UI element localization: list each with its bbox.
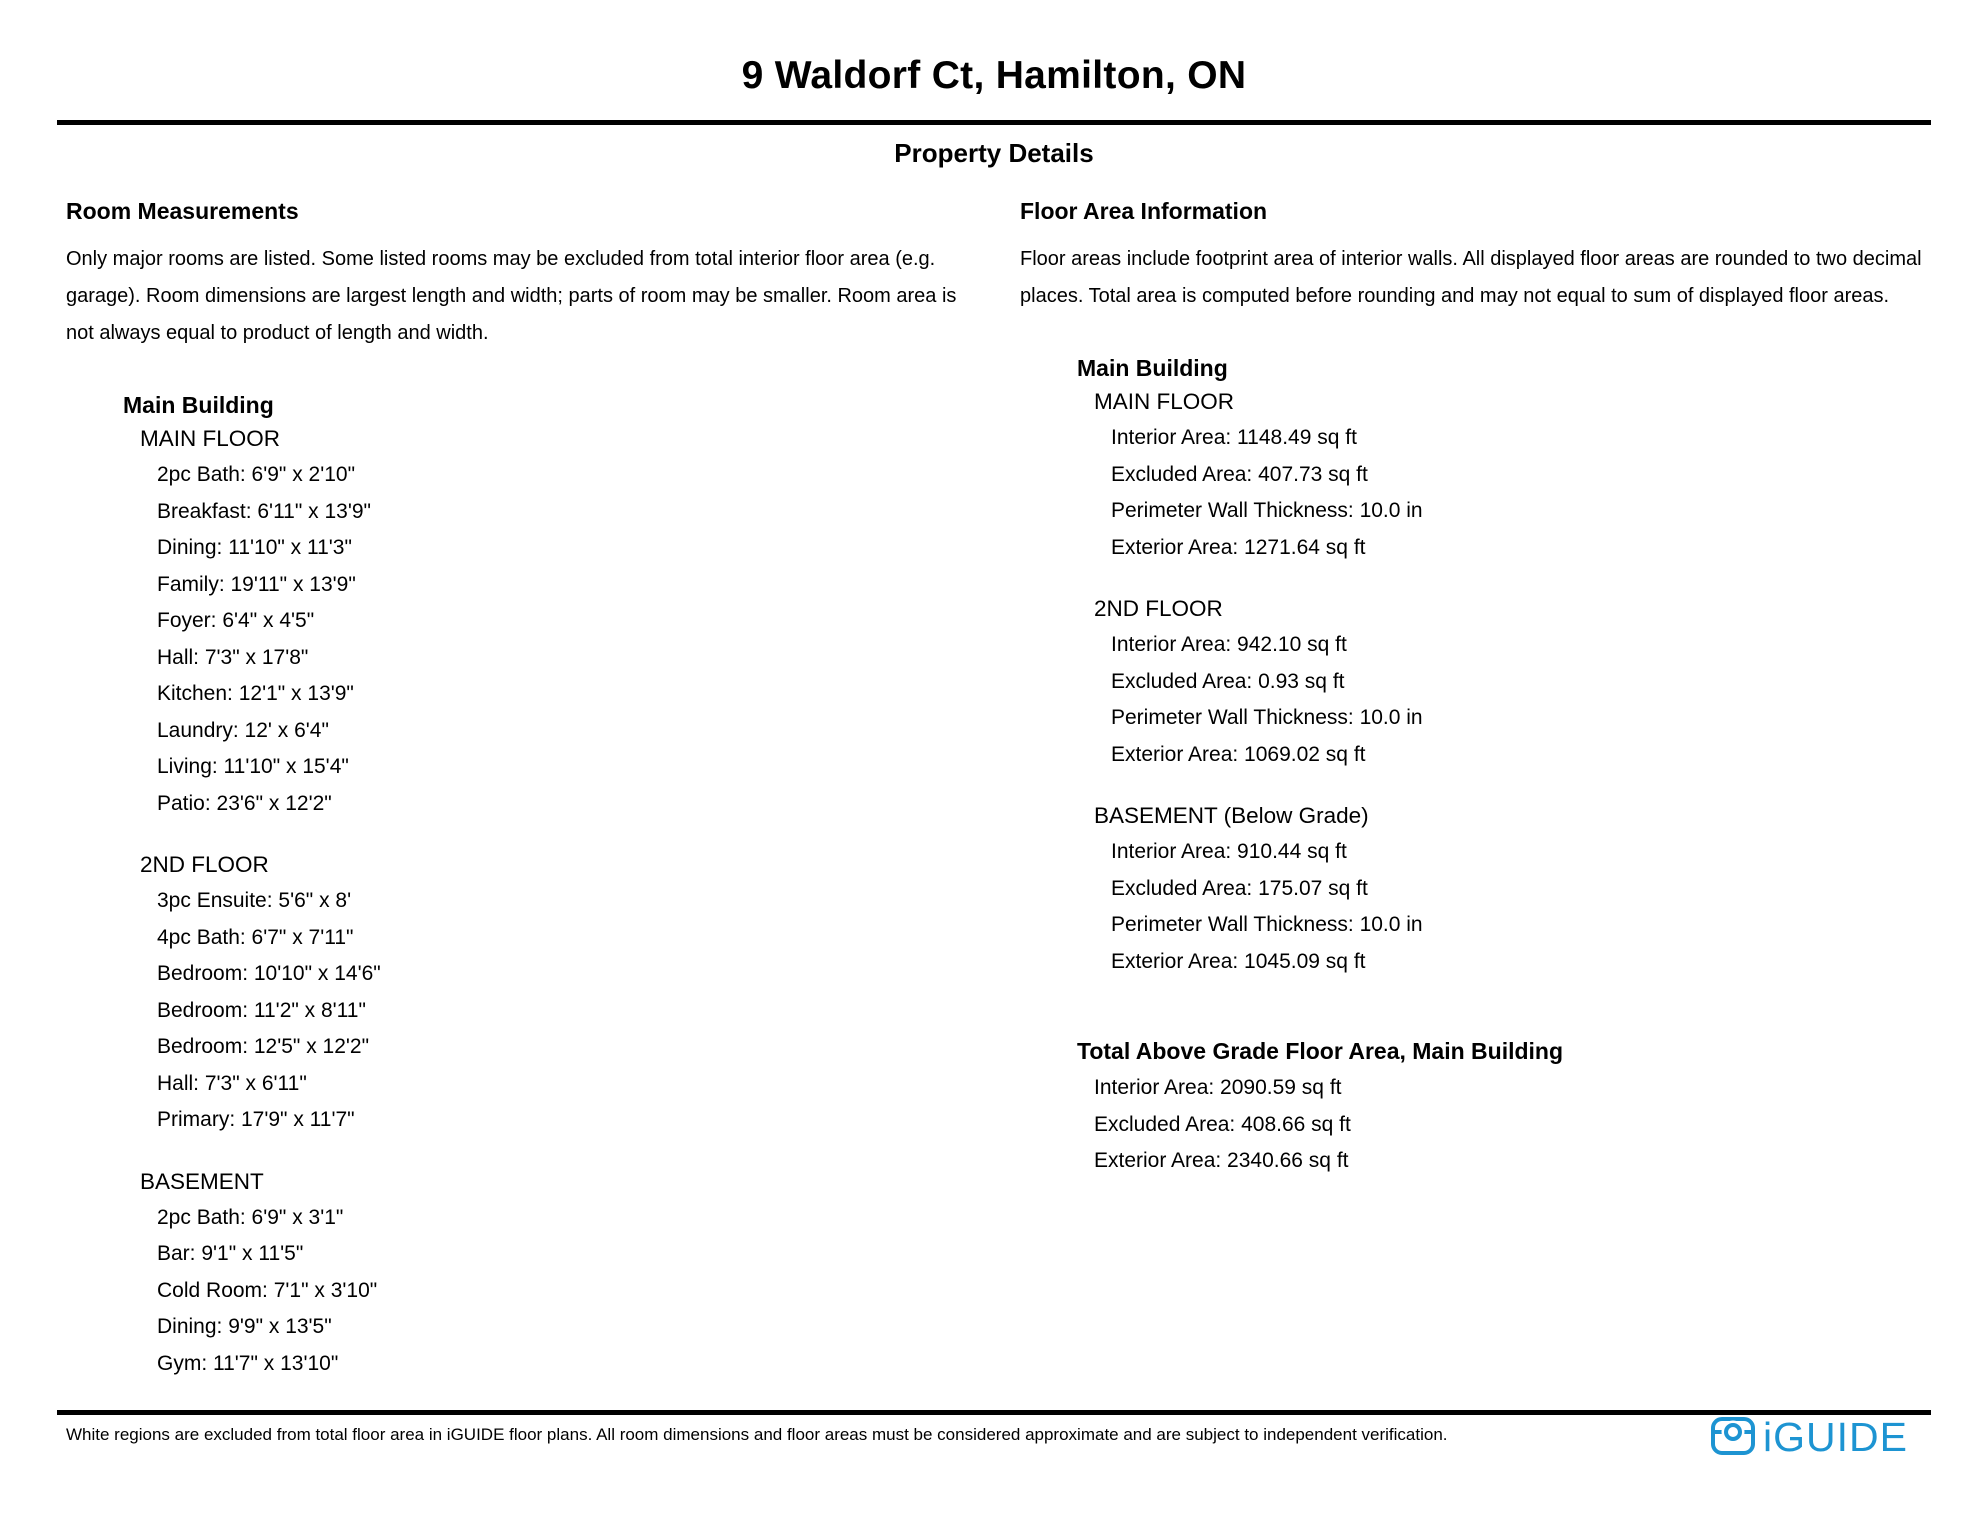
room-dimension: Kitchen: 12'1" x 13'9" [157,682,354,705]
floor-area-description: Floor areas include footprint area of interior walls. All displayed floor areas are rounded to two decimal places. Total area is computed before rounding and may not equal to sum of displayed floor areas. [1020,248,1922,307]
floor-area-stat: Excluded Area: 175.07 sq ft [1111,876,1368,900]
floor-2nd-floor-areas [1094,596,1930,773]
basement-room-list [157,1200,1020,1383]
floor-area-stat: Exterior Area: 1045.09 sq ft [1111,949,1366,973]
room-measurements-building [123,392,1020,1382]
content-area [66,198,1930,1382]
floor-area-stat: Excluded Area: 407.73 sq ft [1111,462,1368,486]
room-dimension: Dining: 11'10" x 11'3" [157,536,352,559]
floor-area-stat: Interior Area: 910.44 sq ft [1111,840,1347,863]
total-above-grade-block [1077,1038,1930,1180]
floor-main-floor-rooms [140,426,1020,822]
room-dimension: Primary: 17'9" x 11'7" [157,1108,355,1131]
floor-name: BASEMENT [140,1168,264,1194]
second-floor-area-list [1111,627,1930,773]
room-dimension: 4pc Bath: 6'7" x 7'11" [157,925,354,949]
floor-area-stat: Excluded Area: 0.93 sq ft [1111,669,1345,693]
floor-name: BASEMENT (Below Grade) [1094,803,1369,828]
building-name: Main Building [123,392,274,418]
iguide-logo-text: iGUIDE [1763,1414,1908,1460]
floor-area-stat: Perimeter Wall Thickness: 10.0 in [1111,913,1423,936]
footer-disclaimer: White regions are excluded from total floor area in iGUIDE floor plans. All room dimensions and floor areas must be considered approximate and are subject to independent verification. [66,1425,1448,1444]
room-measurements-heading: Room Measurements [66,198,299,224]
floor-name: 2ND FLOOR [1094,596,1223,621]
floor-area-building [1077,355,1930,980]
room-dimension: Dining: 9'9" x 13'5" [157,1315,332,1338]
floor-area-stat: Interior Area: 1148.49 sq ft [1111,426,1357,449]
room-dimension: Foyer: 6'4" x 4'5" [157,609,315,632]
floor-basement-rooms [140,1169,1020,1383]
floor-area-stat: Perimeter Wall Thickness: 10.0 in [1111,706,1423,729]
room-dimension: Laundry: 12' x 6'4" [157,718,329,742]
floor-basement-areas [1094,803,1930,980]
room-dimension: Family: 19'11" x 13'9" [157,572,356,596]
total-area-stat: Excluded Area: 408.66 sq ft [1094,1112,1351,1136]
room-dimension: 3pc Ensuite: 5'6" x 8' [157,889,352,912]
room-dimension: Bedroom: 10'10" x 14'6" [157,962,381,985]
room-dimension: Cold Room: 7'1" x 3'10" [157,1278,378,1302]
room-dimension: Hall: 7'3" x 6'11" [157,1071,307,1095]
room-dimension: Gym: 11'7" x 13'10" [157,1351,339,1375]
floor-area-section [1020,198,1930,1180]
footer-divider [57,1410,1931,1415]
room-dimension: Hall: 7'3" x 17'8" [157,645,309,669]
room-dimension: Bedroom: 12'5" x 12'2" [157,1035,370,1058]
floor-main-floor-areas [1094,389,1930,566]
total-area-stat: Exterior Area: 2340.66 sq ft [1094,1149,1349,1172]
total-area-stat: Interior Area: 2090.59 sq ft [1094,1076,1342,1099]
room-dimension: Living: 11'10" x 15'4" [157,755,349,778]
floor-area-stat: Exterior Area: 1069.02 sq ft [1111,742,1366,766]
room-dimension: 2pc Bath: 6'9" x 2'10" [157,463,356,486]
floor-2nd-floor-rooms [140,852,1020,1139]
iguide-logo [1710,1414,1908,1461]
page-subtitle: Property Details [894,138,1094,168]
room-measurements-section [66,198,1020,1382]
second-floor-room-list [157,883,1020,1139]
page-header [0,0,1988,169]
main-floor-room-list [157,457,1020,822]
floor-area-stat: Interior Area: 942.10 sq ft [1111,633,1347,656]
floor-name: 2ND FLOOR [140,852,269,877]
basement-area-list [1111,834,1930,980]
floor-area-heading: Floor Area Information [1020,198,1268,224]
floor-area-stat: Perimeter Wall Thickness: 10.0 in [1111,499,1423,522]
total-above-grade-heading: Total Above Grade Floor Area, Main Building [1077,1038,1564,1064]
iguide-camera-icon [1710,1414,1756,1461]
page-title: 9 Waldorf Ct, Hamilton, ON [741,54,1247,97]
floor-name: MAIN FLOOR [1094,389,1235,414]
header-divider [57,120,1931,125]
floor-name: MAIN FLOOR [140,426,281,451]
room-dimension: Bedroom: 11'2" x 8'11" [157,998,366,1022]
room-dimension: Bar: 9'1" x 11'5" [157,1242,304,1265]
main-floor-area-list [1111,420,1930,566]
total-area-list [1094,1070,1930,1180]
building-name: Main Building [1077,355,1228,381]
room-dimension: Patio: 23'6" x 12'2" [157,791,332,815]
floor-area-stat: Exterior Area: 1271.64 sq ft [1111,535,1366,559]
room-measurements-description: Only major rooms are listed. Some listed rooms may be excluded from total interior floor area (e.g. garage). Room dimensions are largest length and width; parts of room may be smaller. Room area is not always equal to product of length and width. [66,248,957,344]
room-dimension: Breakfast: 6'11" x 13'9" [157,499,371,523]
room-dimension: 2pc Bath: 6'9" x 3'1" [157,1205,344,1229]
